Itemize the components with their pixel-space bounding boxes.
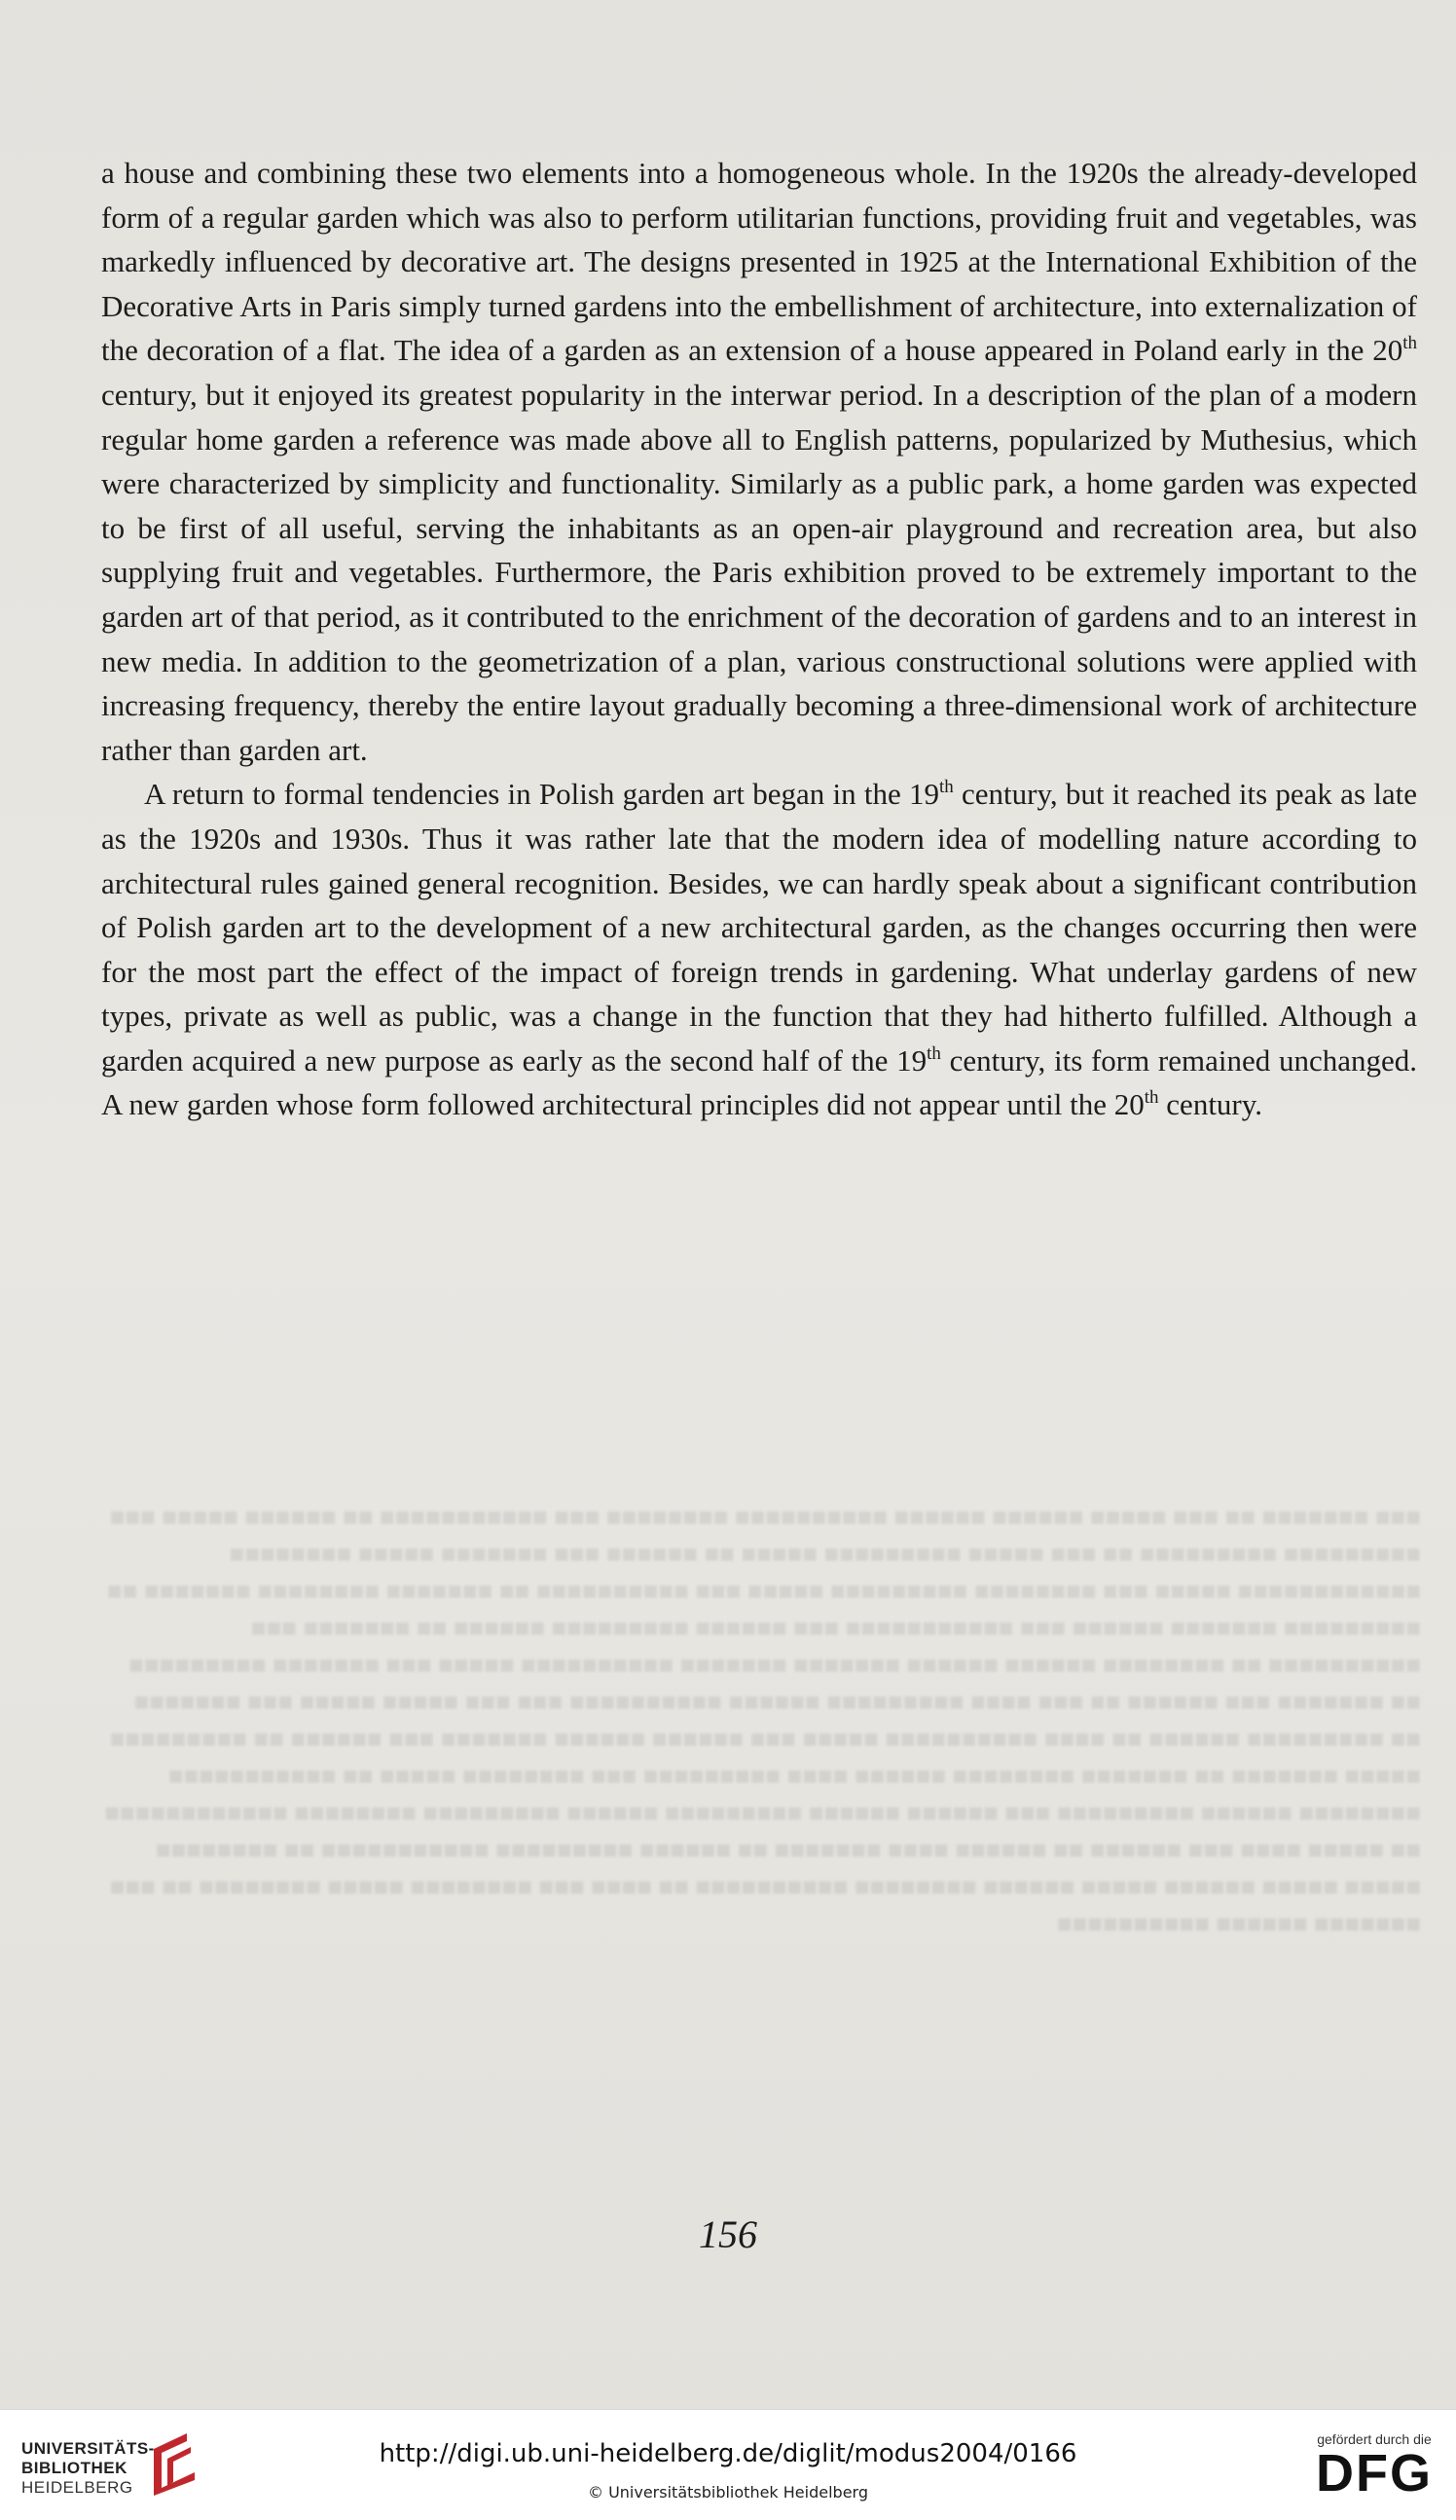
page-number: 156: [699, 2212, 757, 2256]
footer-bar: [0, 2409, 1456, 2520]
text-run: century, but it reached its peak as late as the 1920s and 1930s. Thus it was rather late that the modern idea of modelling nature according to architectural rules gained general recognition. Besides, we can hardly speak about a significant contribution of Polish garden art to the development of a new architectural garden, as the changes occurring then were for the most part the effect of the impact of foreign trends in gardening. What underlay gardens of new types, private as well as public, was a change in the function that they had hitherto fulfilled. Although a garden acquired a new purpose as early as the second half of the 19: [101, 777, 1417, 1077]
text-run: A return to formal tendencies in Polish garden art began in the 19: [144, 777, 939, 812]
ordinal-superscript: th: [938, 777, 954, 798]
funding-note: gefördert durch die: [1317, 2431, 1432, 2447]
ordinal-superscript: th: [927, 1042, 941, 1064]
text-run: century, its form remained unchanged. A new garden whose form followed architectural principles did not appear until the 20: [101, 1042, 1417, 1122]
dfg-logo: DFG: [1316, 2444, 1433, 2502]
copyright-notice: © Universitätsbibliothek Heidelberg: [587, 2483, 868, 2502]
library-name-line1: UNIVERSITÄTS-: [21, 2439, 155, 2458]
funder-block: [1316, 2431, 1433, 2500]
ordinal-superscript: th: [1144, 1087, 1159, 1109]
body-text: [101, 151, 1417, 1127]
document-url[interactable]: http://digi.ub.uni-heidelberg.de/diglit/modus2004/0166: [379, 2439, 1077, 2468]
paragraph: [101, 151, 1417, 772]
text-run: a house and combining these two elements into a homogeneous whole. In the 1920s the already-developed form of a regular garden which was also to perform utilitarian functions, providing fruit and vegetables, was markedly influenced by decorative art. The designs presented in 1925 at the International Exhibition of the Decorative Arts in Paris simply turned gardens into the embellishment of architecture, into externalization of the decoration of a flat. The idea of a garden as an extension of a house appeared in Poland early in the 20: [101, 156, 1417, 368]
text-run: century.: [1158, 1087, 1262, 1122]
bleed-through-text: ■■■ ■■■■■■■ ■■ ■■■ ■■■■■ ■■■■■■ ■■■■■■ ■■■■■■■■■■ ■■■■■■■■ ■■■ ■■■■■■■■■■■ ■■ ■■■■■■ ■■■■■ ■■■ ■■■■■■■■■ ■■■■■■■■■ ■■ ■■■ ■■■■■ ■■■■■■■■■ ■■■■■ ■■ ■■■■■■ ■■■ ■■■■■■■ ■■■■■ ■■■■■■■■ ■■■■■■■■■■■■ ■■■■■ ■■■ ■■■■■■■■ ■■■■■■■■■ ■■■■■ ■■■ ■■■■■■■■■■ ■■ ■■■■■■■ ■■■■■■■■ ■■■■■■■ ■■ ■■■■■■■■■ ■■■■■■■ ■■■■■■ ■■■ ■■■■■■■■■■■ ■■■ ■■■■■■ ■■■■■■■■■ ■■■■■■ ■■ ■■■■■■■ ■■■ ■■■■■■■■■■ ■■ ■■■■■■■■ ■■■■■■ ■■■■■■ ■■■■■■■ ■■■■■■■ ■■■■■■■■■■ ■■■■■ ■■■ ■■■■■■■ ■■■■■■■■■ ■■ ■■■■■■■ ■■■ ■■■■■■ ■■ ■■■ ■■■■ ■■■■■■■■■ ■■■■■■ ■■■■■■■■■■ ■■■ ■■■ ■■■■■ ■■■■■ ■■■ ■■■■■■■ ■■ ■■■■■■■■■ ■■■■■■ ■■ ■■■■ ■■■■■■■■■■ ■■■■■ ■■■ ■■■■■■ ■■■■■■ ■■■■■■■ ■■■ ■■■■■■ ■■ ■■■■■■■■■ ■■■■■ ■■■■■■■ ■■ ■■■■■■■ ■■■■■■■■ ■■■■■■ ■■■■ ■■■■■■■■■ ■■■ ■■■■■■■■ ■■■■■ ■■ ■■■■■■■■■■■ ■■■■■■■■ ■■■■■■ ■■■■■■■■■ ■■■ ■■■■■■ ■■■■■■ ■■■■■■■■■ ■■■■■■ ■■■■■■■■■ ■■■■■■■■ ■■■■■■■■■■■■ ■■ ■■■■■ ■■■■ ■■■ ■■■■■■ ■■ ■■■■■■ ■■■■ ■■■■■■■ ■■ ■■■■■■ ■■■■■■■■■ ■■■■■■■■■■■ ■■ ■■■■■■■■ ■■■■■ ■■■■■ ■■■■■■ ■■■■■ ■■■■■■ ■■■■■■■■ ■■■■■■■■■■ ■■ ■■■■ ■■■ ■■■■■■■■ ■■■■■ ■■■■■■■■ ■■ ■■■ ■■■■■■■ ■■■■■■ ■■■■■■■■■■: [104, 1503, 1421, 1938]
library-name-line3: HEIDELBERG: [21, 2478, 133, 2497]
text-run: century, but it enjoyed its greatest popularity in the interwar period. In a description of the plan of a modern regular home garden a reference was made above all to English patterns, popularized by Muthesius, which were characterized by simplicity and functionality. Similarly as a public park, a home garden was expected to be first of all useful, serving the inhabitants as an open-air playground and recreation area, but also supplying fruit and vegetables. Furthermore, the Paris exhibition proved to be extremely important to the garden art of that period, as it contributed to the enrichment of the decoration of gardens and to an interest in new media. In addition to the geometrization of a plan, various constructional solutions were applied with increasing frequency, thereby the entire layout gradually becoming a three-dimensional work of architecture rather than garden art.: [101, 377, 1417, 767]
library-name-line2: BIBLIOTHEK: [21, 2459, 127, 2477]
ordinal-superscript: th: [1402, 333, 1417, 354]
paragraph: [101, 772, 1417, 1127]
